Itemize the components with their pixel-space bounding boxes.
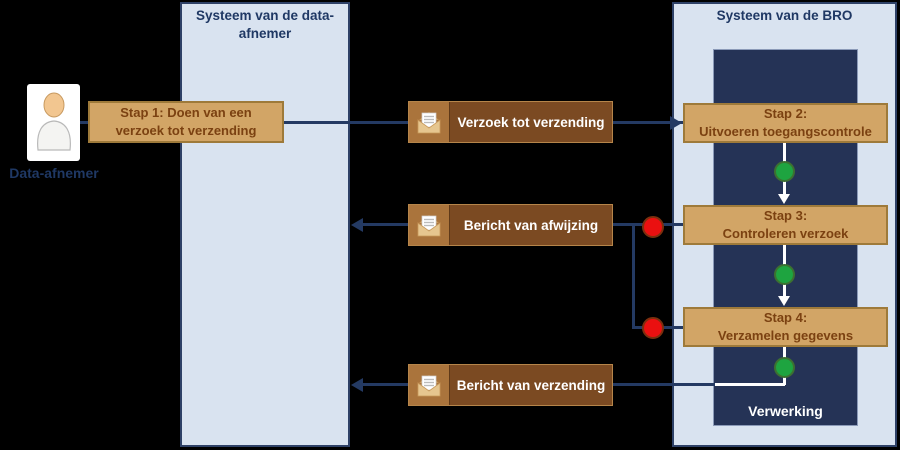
success-dot-after-stap3: [774, 264, 795, 285]
connector-branch-vertical: [632, 223, 635, 329]
step-text-line1: Stap 2:: [763, 106, 808, 122]
panel-title-bro: Systeem van de BRO: [716, 8, 853, 23]
arrowhead-verzending-to-afnemer-icon: [351, 378, 363, 392]
actor-label: Data-afnemer: [9, 165, 99, 181]
failure-dot-stap4: [642, 317, 664, 339]
step-text-line2: verzoek tot verzending: [115, 123, 257, 138]
success-dot-after-stap2: [774, 161, 795, 182]
step-box-stap2: [683, 103, 888, 143]
step-box-stap3: [683, 205, 888, 245]
step-text-line2: Controleren verzoek: [722, 226, 849, 241]
step-text-line2: Verzamelen gegevens: [717, 328, 854, 343]
open-envelope-icon: [409, 102, 450, 142]
failure-dot-stap3: [642, 216, 664, 238]
message-box-afwijzing: [408, 204, 613, 246]
processing-label: Verwerking: [748, 403, 823, 419]
step-text-line2: Uitvoeren toegangscontrole: [699, 124, 872, 139]
message-box-verzoek: [408, 101, 613, 143]
open-envelope-icon: [409, 365, 450, 405]
message-label: Verzoek tot verzending: [450, 102, 612, 142]
success-dot-after-stap4: [774, 357, 795, 378]
arrowhead-into-stap3-icon: [778, 194, 790, 204]
step-text-line1: Stap 1: Doen van een: [120, 105, 252, 121]
arrowhead-into-stap2-icon: [670, 116, 682, 130]
panel-title-data-afnemer: Systeem van de data-afnemer: [195, 8, 335, 41]
step-box-stap1: [88, 101, 284, 143]
message-label: Bericht van verzending: [450, 365, 612, 405]
actor-card: [27, 84, 80, 161]
step-text-line1: Stap 3:: [763, 208, 808, 224]
step-box-stap4: [683, 307, 888, 347]
flow-out-horizontal: [715, 383, 785, 386]
person-icon: [32, 92, 76, 154]
message-label: Bericht van afwijzing: [450, 205, 612, 245]
step-text-line1: Stap 4:: [763, 310, 808, 326]
panel-data-afnemer-system: [180, 2, 350, 447]
arrowhead-into-stap4-icon: [778, 296, 790, 306]
open-envelope-icon: [409, 205, 450, 245]
message-box-verzending: [408, 364, 613, 406]
arrowhead-afwijzing-to-afnemer-icon: [351, 218, 363, 232]
